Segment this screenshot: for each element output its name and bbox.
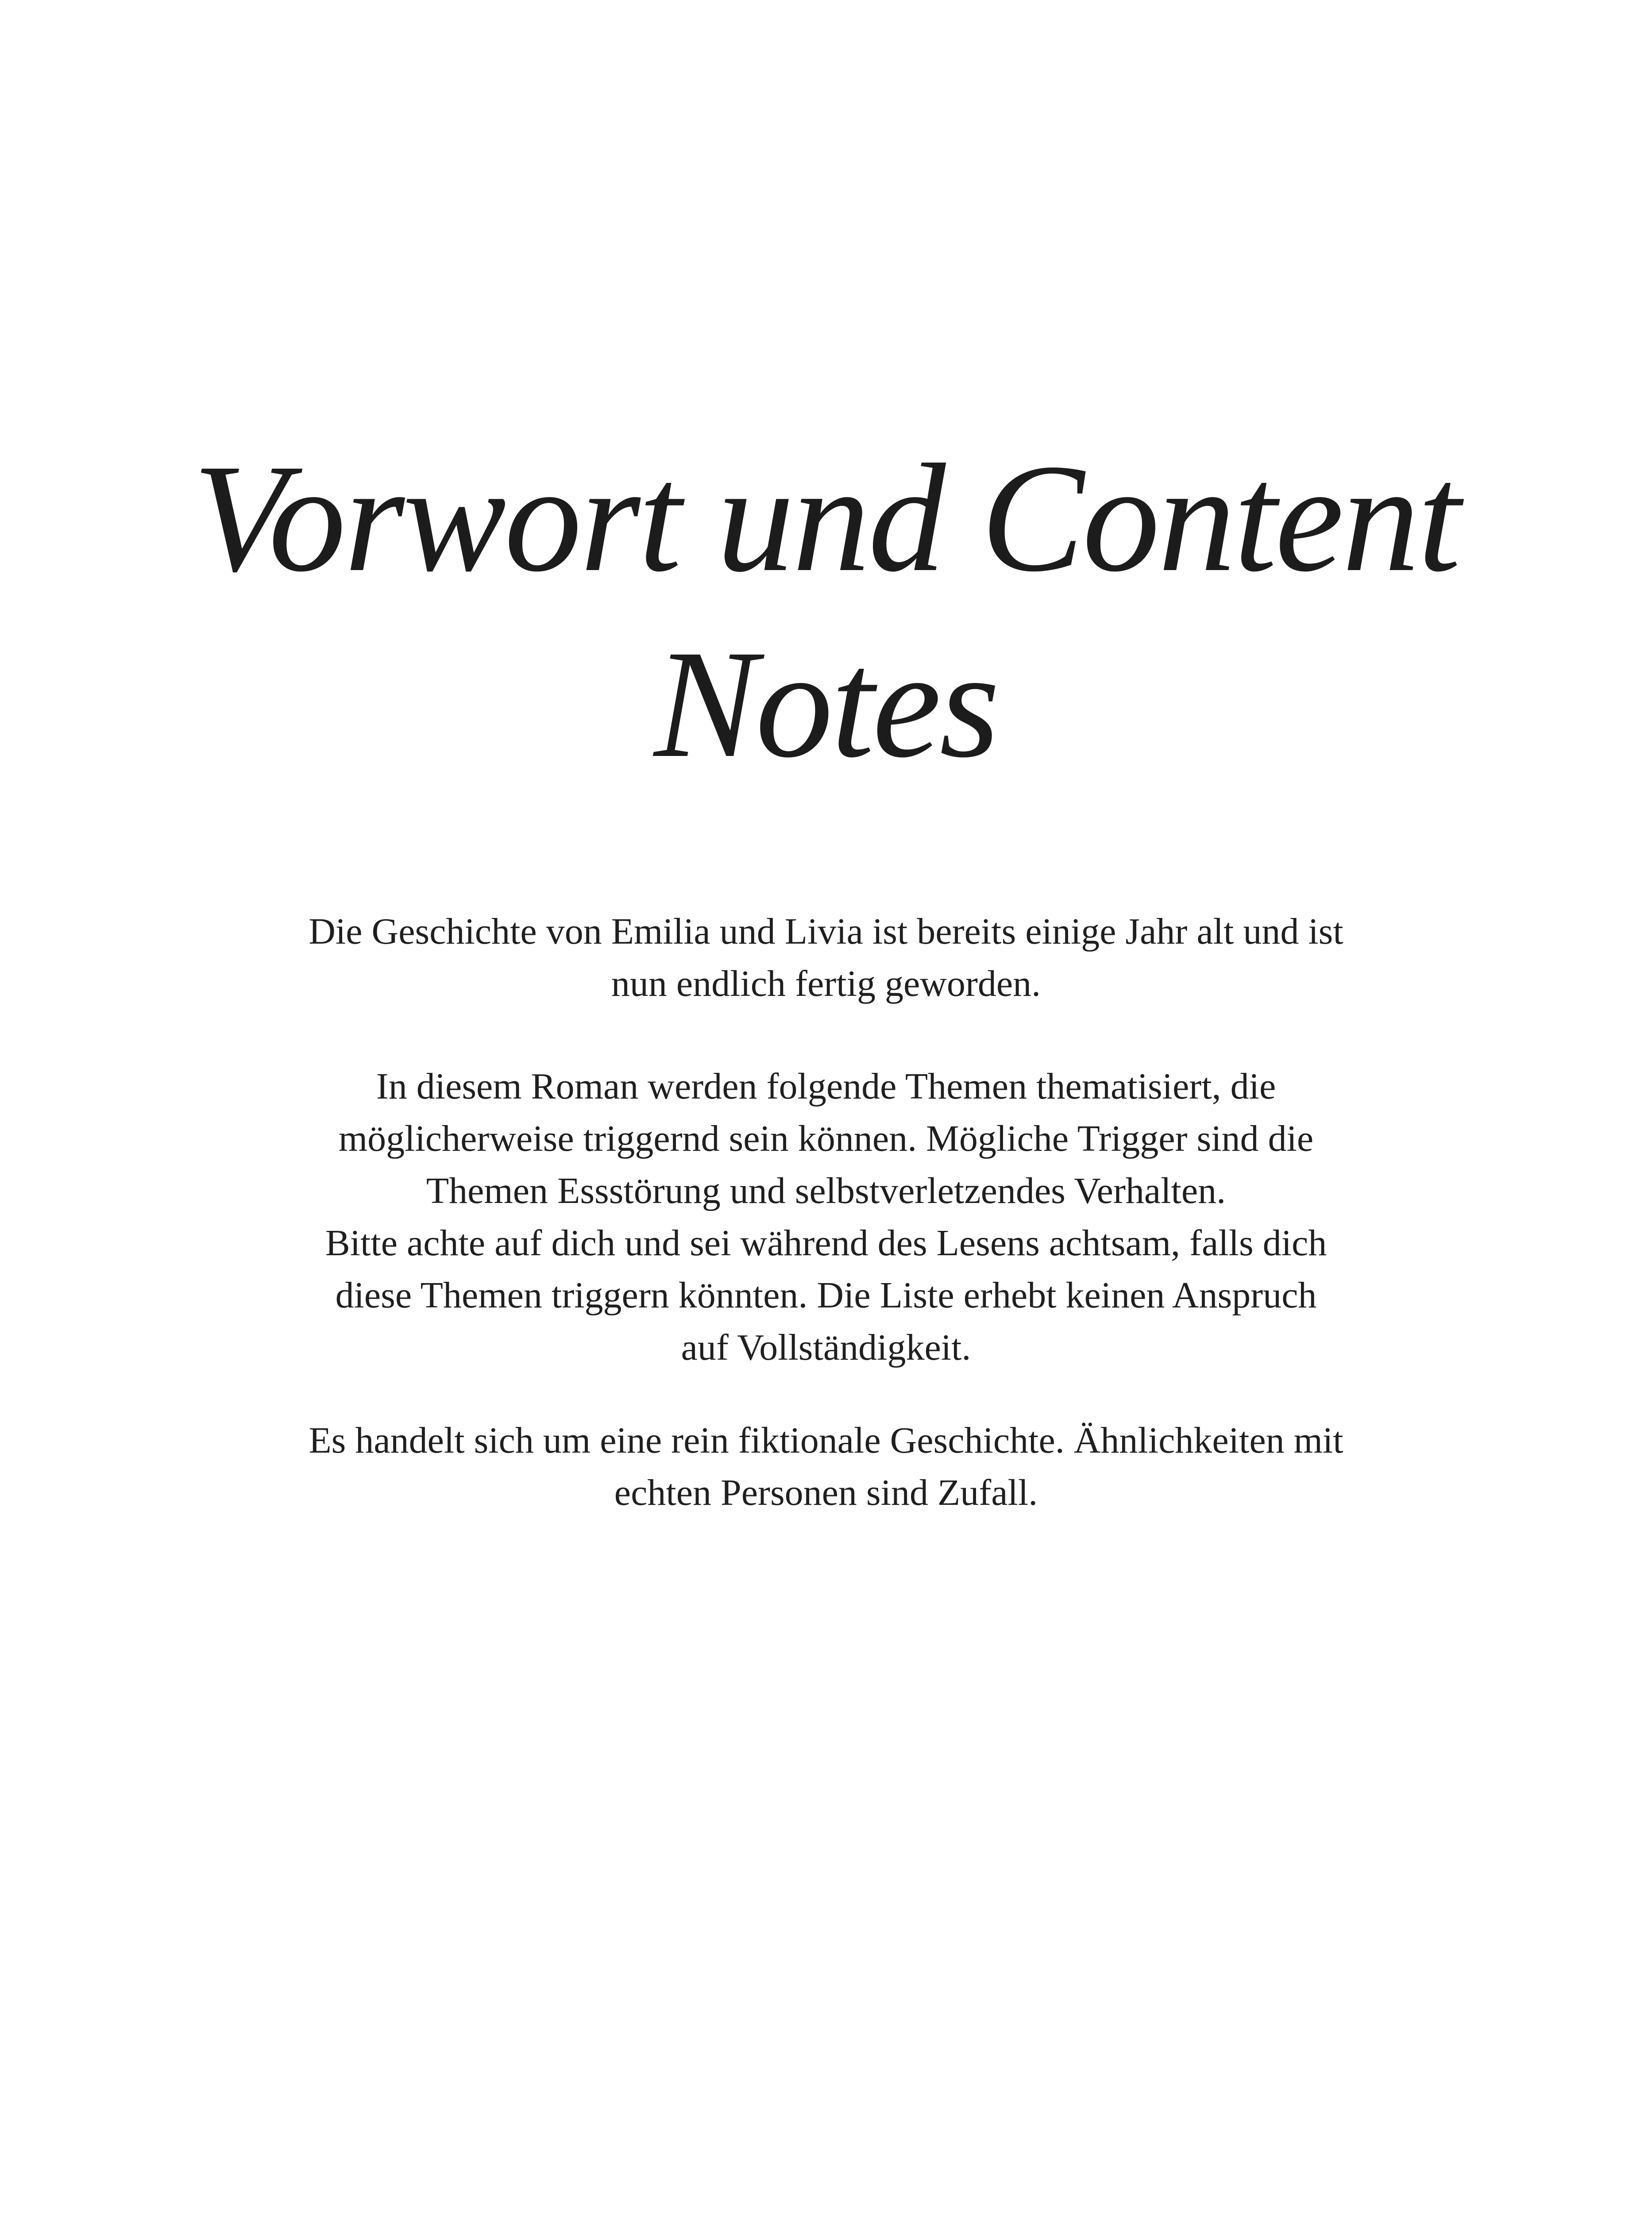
text-line: auf Vollständigkeit.	[681, 1327, 971, 1368]
text-line: möglicherweise triggernd sein können. Mögliche Trigger sind die	[338, 1118, 1314, 1159]
text-line: Die Geschichte von Emilia und Livia ist bereits einige Jahr alt und ist	[309, 911, 1343, 952]
intro-paragraph	[248, 906, 1404, 1010]
text-line: Bitte achte auf dich und sei während des Lesens achtsam, falls dich	[325, 1222, 1327, 1264]
disclaimer-paragraph	[248, 1415, 1404, 1519]
text-line: echten Personen sind Zufall.	[614, 1472, 1038, 1513]
page-title-line-1: Vorwort und Content	[193, 432, 1459, 604]
text-line: nun endlich fertig geworden.	[611, 963, 1041, 1004]
text-line: diese Themen triggern könnten. Die Liste erhebt keinen Anspruch	[335, 1275, 1317, 1316]
text-line: Es handelt sich um eine rein fiktionale Geschichte. Ähnlichkeiten mit	[309, 1420, 1343, 1461]
page-title-line-2: Notes	[654, 618, 998, 790]
text-line: Themen Essstörung und selbstverletzendes Verhalten.	[426, 1170, 1226, 1211]
text-line: In diesem Roman werden folgende Themen thematisiert, die	[376, 1066, 1276, 1107]
content-notes-paragraph	[248, 1060, 1404, 1374]
